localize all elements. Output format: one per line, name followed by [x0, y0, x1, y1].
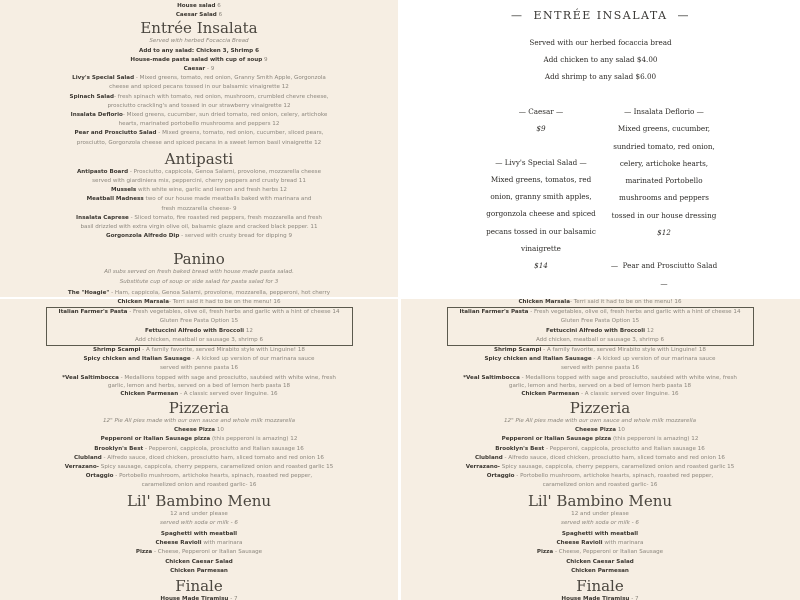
add-chicken-note: Add chicken to any salad $4.00 — [543, 55, 658, 64]
desc-line: vinaigrette — [521, 244, 561, 254]
gluten-free-option: Gluten Free Pasta Option 15 — [560, 318, 640, 325]
left-menu-lower-panel[interactable] — [0, 299, 398, 600]
desc-line: tossed in our house dressing — [611, 210, 717, 220]
menu-item-desc: caramelized onion and roasted garlic- 16 — [141, 482, 257, 489]
menu-item-chicken-caesar: Chicken Caesar Salad — [165, 558, 233, 565]
bambino-note-2: served with soda or milk - 6 — [160, 519, 238, 526]
section-title-bambino: Lil' Bambino Menu — [527, 491, 673, 510]
menu-item-meatball-madness: Meatball Madness two of our house made meatballs baked with marinara and — [86, 196, 312, 203]
menu-item-caesar-salad: Caesar Salad 6 — [175, 12, 223, 19]
menu-item-shrimp-scampi: Shrimp Scampi - A family favorite, served Mirabito style with Linguine! 18 — [494, 347, 706, 354]
menu-item-cheese-ravioli: Cheese Ravioli with marinara — [155, 540, 243, 547]
add-protein-note: Add chicken, meatball or sausage 3, shrimp 6 — [134, 336, 264, 343]
menu-column-right — [609, 103, 719, 292]
menu-item-pepperoni-pizza: Pepperoni or Italian Sausage pizza (this pepperoni is amazing) 12 — [501, 436, 699, 443]
right-menu-lower-panel[interactable] — [401, 299, 800, 600]
menu-item-tiramisu: House Made Tiramisu - 7 — [561, 596, 639, 600]
menu-item-insalata-deflorio: — Insalata Deflorio — — [624, 107, 704, 116]
menu-item-kids-pizza: Pizza - Cheese, Pepperoni or Italian Sausage — [135, 549, 263, 556]
highlight-box — [46, 307, 353, 346]
highlight-box — [447, 307, 754, 346]
menu-item-veal-saltimbocca: *Veal Saltimbocca - Medallions topped with sage and prosciutto, sautéed with white wine, fresh — [463, 374, 737, 381]
menu-item-farmers-pasta: Italian Farmer's Pasta - Fresh vegetables, olive oil, fresh herbs and garlic with a hint of cheese 14 — [58, 309, 340, 316]
section-title-pizzeria: Pizzeria — [569, 399, 631, 418]
desc-line: marinated Portobello — [625, 176, 703, 186]
desc-line: Mixed greens, cucumber, — [617, 124, 711, 134]
menu-item-desc: served with penne pasta 16 — [159, 365, 239, 372]
menu-item-chicken-parmesan: Chicken Parmesan - A classic served over linguine. 16 — [521, 390, 679, 397]
menu-item-desc: cheese and spiced pecans tossed in our balsamic vinaigrette 12 — [109, 84, 289, 91]
menu-item-spaghetti: Spaghetti with meatball — [561, 531, 639, 538]
elegant-title: — ENTRÉE INSALATA — — [510, 9, 691, 22]
menu-item-kids-chicken-parm: Chicken Parmesan — [170, 567, 228, 574]
add-protein-note: Add chicken, meatball or sausage 3, shrimp 6 — [535, 336, 665, 343]
right-menu-panel[interactable] — [401, 0, 800, 297]
menu-item-cheese-pizza: Cheese Pizza 10 — [174, 427, 224, 434]
menu-item-hoagie: The "Hoagie" - Ham, cappicola, Genoa Salami, provolone, mozzarella, pepperoni, hot cherry — [67, 289, 331, 296]
menu-item-spicy-chicken: Spicy chicken and Italian Sausage - A kicked up version of our marinara sauce — [83, 356, 315, 363]
menu-item-mussels: Mussels with white wine, garlic and lemon and fresh herbs 12 — [111, 187, 287, 194]
menu-item-desc: served with giardiniera mix, peppercini, cherry peppers and crusty bread 11 — [92, 178, 306, 185]
menu-item-house-salad: House salad 6 — [177, 3, 221, 9]
menu-item-desc: garlic, lemon and herbs, served on a bed of lemon herb pasta 18 — [508, 382, 692, 389]
desc-line: mushrooms and peppers — [619, 193, 709, 203]
menu-item-antipasto-board: Antipasto Board - Prosciutto, cappicola, Genoa Salami, provolone, mozzarella cheese — [76, 168, 322, 175]
section-title-bambino: Lil' Bambino Menu — [126, 491, 272, 510]
gluten-free-option: Gluten Free Pasta Option 15 — [159, 318, 239, 325]
served-with-note: Served with our herbed focaccia bread — [529, 38, 672, 47]
section-title-pizzeria: Pizzeria — [168, 399, 230, 418]
desc-line: Mixed greens, tomatos, red — [490, 174, 592, 184]
price: $12 — [657, 228, 671, 238]
bambino-note-1: 12 and under please — [571, 510, 629, 517]
menu-item-pepperoni-pizza: Pepperoni or Italian Sausage pizza (this pepperoni is amazing) 12 — [100, 436, 298, 443]
menu-item-insalata-deflorio: Insalata Deflorio- Mixed greens, cucumber, sun dried tomato, red onion, celery, artichoke — [70, 112, 328, 119]
menu-item-desc: served with penne pasta 16 — [560, 365, 640, 372]
menu-item-ortaggio: Ortaggio - Portobello mushroom, artichoke hearts, spinach, roasted red pepper, — [85, 473, 313, 480]
menu-column-left — [481, 103, 601, 275]
menu-item-livys-special: Livy's Special Salad - Mixed greens, tomato, red onion, Granny Smith Apple, Gorgonzola — [72, 75, 326, 82]
section-title-finale: Finale — [175, 577, 223, 596]
section-title-antipasti: Antipasti — [164, 149, 234, 168]
menu-item-cheese-pizza: Cheese Pizza 10 — [575, 427, 625, 434]
menu-item-insalata-caprese: Insalata Caprese - Sliced tomato, fire roasted red peppers, fresh mozzarella and fresh — [76, 214, 322, 221]
menu-item-brooklyns-best: Brooklyn's Best - Pepperoni, cappicola, prosciutto and Italian sausage 16 — [94, 445, 304, 452]
menu-item-shrimp-scampi: Shrimp Scampi - A family favorite, served Mirabito style with Linguine! 18 — [93, 347, 305, 354]
menu-item-veal-saltimbocca: *Veal Saltimbocca - Medallions topped with sage and prosciutto, sautéed with white wine, fresh — [62, 374, 336, 381]
dash: — — [660, 278, 668, 288]
add-shrimp-note: Add shrimp to any salad $6.00 — [544, 72, 657, 81]
menu-item-chicken-marsala: Chicken Marsala- Terri said it had to be on the menu! 16 — [518, 299, 682, 305]
menu-item-desc: prosciutto crackling's and tossed in our strawberry vinaigrette 12 — [107, 102, 291, 109]
menu-item-desc: hearts, marinated portobello mushrooms and peppers 12 — [118, 121, 280, 128]
panino-note-2: Substitute cup of soup or side salad for pasta salad for 3 — [119, 278, 279, 285]
menu-item-desc: garlic, lemon and herbs, served on a bed of lemon herb pasta 18 — [107, 382, 291, 389]
menu-item-livys: — Livy's Special Salad — — [495, 157, 587, 167]
pizzeria-note: 12" Pie All pies made with our own sauce and whole milk mozzarella — [503, 418, 697, 425]
menu-item-chicken-marsala: Chicken Marsala- Terri said it had to be on the menu! 16 — [117, 299, 281, 305]
menu-item-gorgonzola-dip: Gorgonzola Alfredo Dip - served with crusty bread for dipping 9 — [105, 233, 293, 240]
desc-line: celery, artichoke hearts, — [619, 158, 709, 168]
menu-item-clubland: Clubland - Alfredo sauce, diced chicken, prosciutto ham, sliced tomato and red onion 16 — [475, 454, 725, 461]
menu-item-pasta-salad: House-made pasta salad with cup of soup 9 — [130, 56, 268, 63]
menu-item-fettuccini: Fettuccini Alfredo with Broccoli 12 — [546, 327, 654, 334]
menu-item-verrazano: Verrazano- Spicy sausage, cappicola, cherry peppers, caramelized onion and roasted garlic 15 — [465, 464, 735, 471]
menu-item-spinach-salad: Spinach Salad- fresh spinach with tomato, red onion, mushroom, crumbled chevre cheese, — [69, 93, 329, 100]
salad-add-on: Add to any salad: Chicken 3, Shrimp 6 — [138, 47, 260, 54]
section-title-finale: Finale — [576, 577, 624, 596]
menu-item-pear-prosciutto: Pear and Prosciutto Salad - Mixed greens, tomato, red onion, cucumber, sliced pears, — [74, 130, 324, 137]
price: $14 — [534, 261, 548, 271]
menu-item-spaghetti: Spaghetti with meatball — [160, 531, 238, 538]
menu-item-cheese-ravioli: Cheese Ravioli with marinara — [556, 540, 644, 547]
menu-item-pear-prosciutto: — Pear and Prosciutto Salad — [610, 261, 718, 271]
section-subtitle: Served with herbed Focaccia Bread — [149, 38, 249, 45]
menu-item-farmers-pasta: Italian Farmer's Pasta - Fresh vegetables, olive oil, fresh herbs and garlic with a hint of cheese 14 — [459, 309, 741, 316]
menu-item-desc: basil drizzled with extra virgin olive oil, balsamic glaze and cracked black pepper. 11 — [80, 224, 318, 231]
right-menu-lower-content — [401, 299, 799, 600]
menu-item-ortaggio: Ortaggio - Portobello mushroom, artichoke hearts, spinach, roasted red pepper, — [486, 473, 714, 480]
menu-item-chicken-parmesan: Chicken Parmesan - A classic served over linguine. 16 — [120, 390, 278, 397]
price: $9 — [536, 124, 546, 134]
desc-line: onion, granny smith apples, — [490, 192, 592, 202]
menu-item-chicken-caesar: Chicken Caesar Salad — [566, 558, 634, 565]
section-title-panino: Panino — [173, 250, 225, 269]
elegant-menu — [401, 0, 800, 297]
bambino-note-2: served with soda or milk - 6 — [561, 519, 639, 526]
menu-item-kids-chicken-parm: Chicken Parmesan — [571, 567, 629, 574]
desc-line: pecans tossed in our balsamic — [486, 226, 596, 236]
menu-item-caesar: Caesar - 9 — [183, 66, 215, 73]
panino-note-1: All subs served on fresh baked bread with house made pasta salad. — [104, 269, 294, 276]
bambino-note-1: 12 and under please — [170, 510, 228, 517]
menu-item-verrazano: Verrazano- Spicy sausage, cappicola, cherry peppers, caramelized onion and roasted garlic 15 — [64, 464, 334, 471]
left-menu-content — [0, 2, 398, 298]
desc-line: gorgonzola cheese and spiced — [486, 209, 596, 219]
menu-item-fettuccini: Fettuccini Alfredo with Broccoli 12 — [145, 327, 253, 334]
menu-item-tiramisu: House Made Tiramisu - 7 — [160, 596, 238, 600]
section-title-entree-insalata: Entrée Insalata — [140, 19, 258, 38]
menu-item-desc: prosciutto, Gorgonzola cheese and spiced pecans in a sweet lemon basil vinaigrette 12 — [76, 139, 322, 146]
menu-item-spicy-chicken: Spicy chicken and Italian Sausage - A kicked up version of our marinara sauce — [484, 356, 716, 363]
menu-item-caesar: — Caesar — — [518, 107, 564, 116]
desc-line: sundried tomato, red onion, — [613, 141, 715, 151]
menu-item-clubland: Clubland - Alfredo sauce, diced chicken, prosciutto ham, sliced tomato and red onion 16 — [74, 454, 324, 461]
menu-item-brooklyns-best: Brooklyn's Best - Pepperoni, cappicola, prosciutto and Italian sausage 16 — [495, 445, 705, 452]
menu-item-desc: fresh mozzarella cheese- 9 — [161, 205, 237, 212]
left-menu-lower-content — [0, 299, 398, 600]
menu-item-kids-pizza: Pizza - Cheese, Pepperoni or Italian Sausage — [536, 549, 664, 556]
menu-item-desc: caramelized onion and roasted garlic- 16 — [542, 482, 658, 489]
pizzeria-note: 12" Pie All pies made with our own sauce and whole milk mozzarella — [102, 418, 296, 425]
